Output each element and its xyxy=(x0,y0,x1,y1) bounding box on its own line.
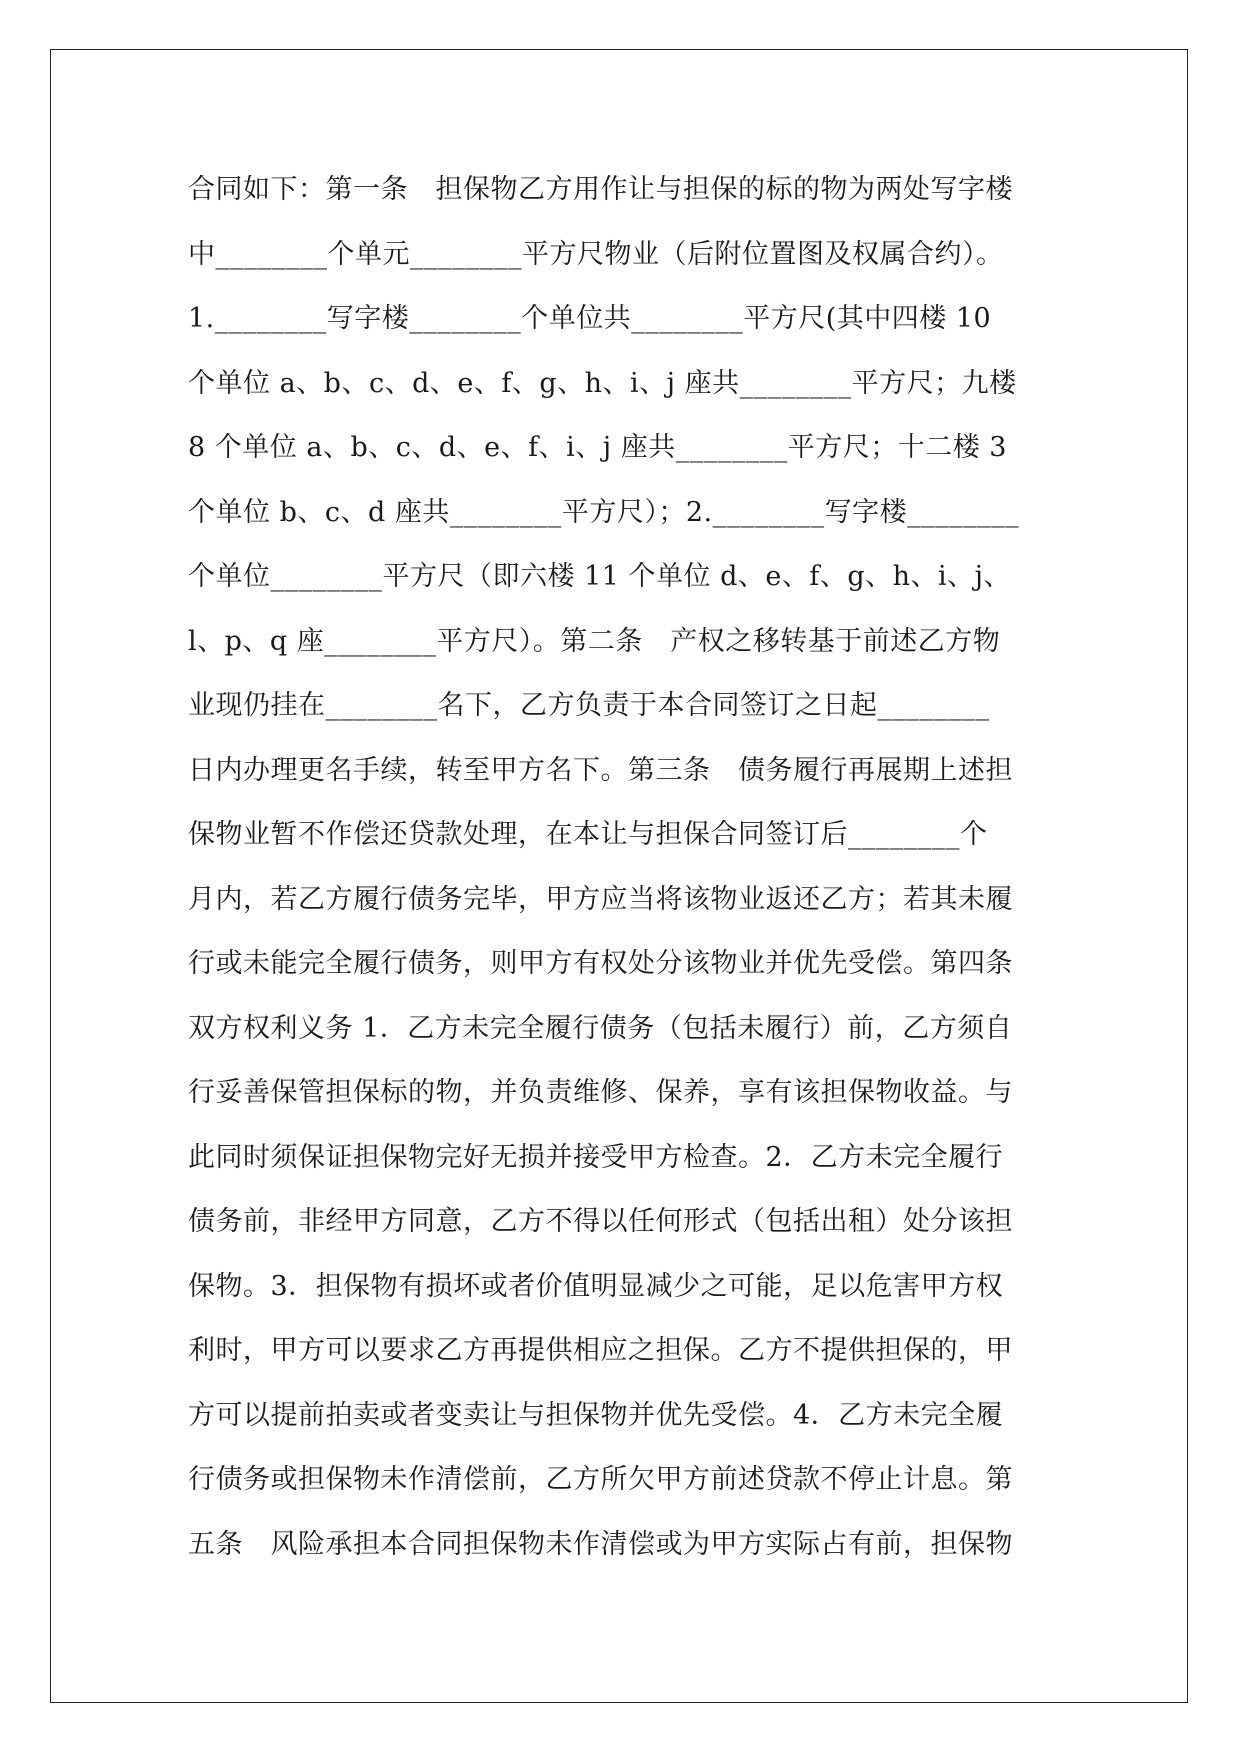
text-line: 日内办理更名手续，转至甲方名下。第三条 债务履行再展期上述担 xyxy=(188,754,1013,786)
text-line: 行债务或担保物未作清偿前，乙方所欠甲方前述贷款不停止计息。第 xyxy=(188,1464,1013,1495)
text-line: 行或未能完全履行债务，则甲方有权处分该物业并优先受偿。第四条 xyxy=(188,948,1013,979)
text-line: 中________个单元________平方尺物业（后附位置图及权属合约）。 xyxy=(188,238,1004,270)
text-line: 方可以提前拍卖或者变卖让与担保物并优先受偿。4．乙方未完全履 xyxy=(188,1399,1004,1431)
text-line: 五条 风险承担本合同担保物未作清偿或为甲方实际占有前，担保物 xyxy=(188,1528,1013,1560)
text-line: 个单位 a、b、c、d、e、f、g、h、i、j 座共________平方尺；九楼 xyxy=(188,367,1017,399)
text-line: 个单位 b、c、d 座共________平方尺）；2.________写字楼________ xyxy=(188,496,1020,528)
text-line: 此同时须保证担保物完好无损并接受甲方检查。2．乙方未完全履行 xyxy=(188,1141,1004,1173)
text-line: 保物业暂不作偿还贷款处理，在本让与担保合同签订后________个 xyxy=(188,819,988,850)
text-line: 利时，甲方可以要求乙方再提供相应之担保。乙方不提供担保的，甲 xyxy=(188,1335,1013,1366)
text-line: 双方权利义务 1．乙方未完全履行债务（包括未履行）前，乙方须自 xyxy=(188,1012,1013,1044)
text-line: 行妥善保管担保标的物，并负责维修、保养，享有该担保物收益。与 xyxy=(188,1077,1013,1108)
text-line: 保物。3．担保物有损坏或者价值明显减少之可能，足以危害甲方权 xyxy=(188,1270,1004,1302)
text-line: 债务前，非经甲方同意，乙方不得以任何形式（包括出租）处分该担 xyxy=(188,1206,1013,1237)
text-line: 1.________写字楼________个单位共________平方尺(其中四楼 10 xyxy=(188,303,992,334)
text-line: 月内，若乙方履行债务完毕，甲方应当将该物业返还乙方；若其未履 xyxy=(188,883,1013,915)
text-line: 业现仍挂在________名下，乙方负责于本合同签订之日起________ xyxy=(188,690,990,721)
text-line: 8 个单位 a、b、c、d、e、f、i、j 座共________平方尺；十二楼 3 xyxy=(188,432,1007,463)
text-line: 合同如下：第一条 担保物乙方用作让与担保的标的物为两处写字楼 xyxy=(188,174,1013,205)
contract-body-text xyxy=(188,158,1068,1577)
text-line: l、p、q 座________平方尺）。第二条 产权之移转基于前述乙方物 xyxy=(188,625,1001,657)
text-line: 个单位________平方尺（即六楼 11 个单位 d、e、f、g、h、i、j、 xyxy=(188,561,1012,592)
